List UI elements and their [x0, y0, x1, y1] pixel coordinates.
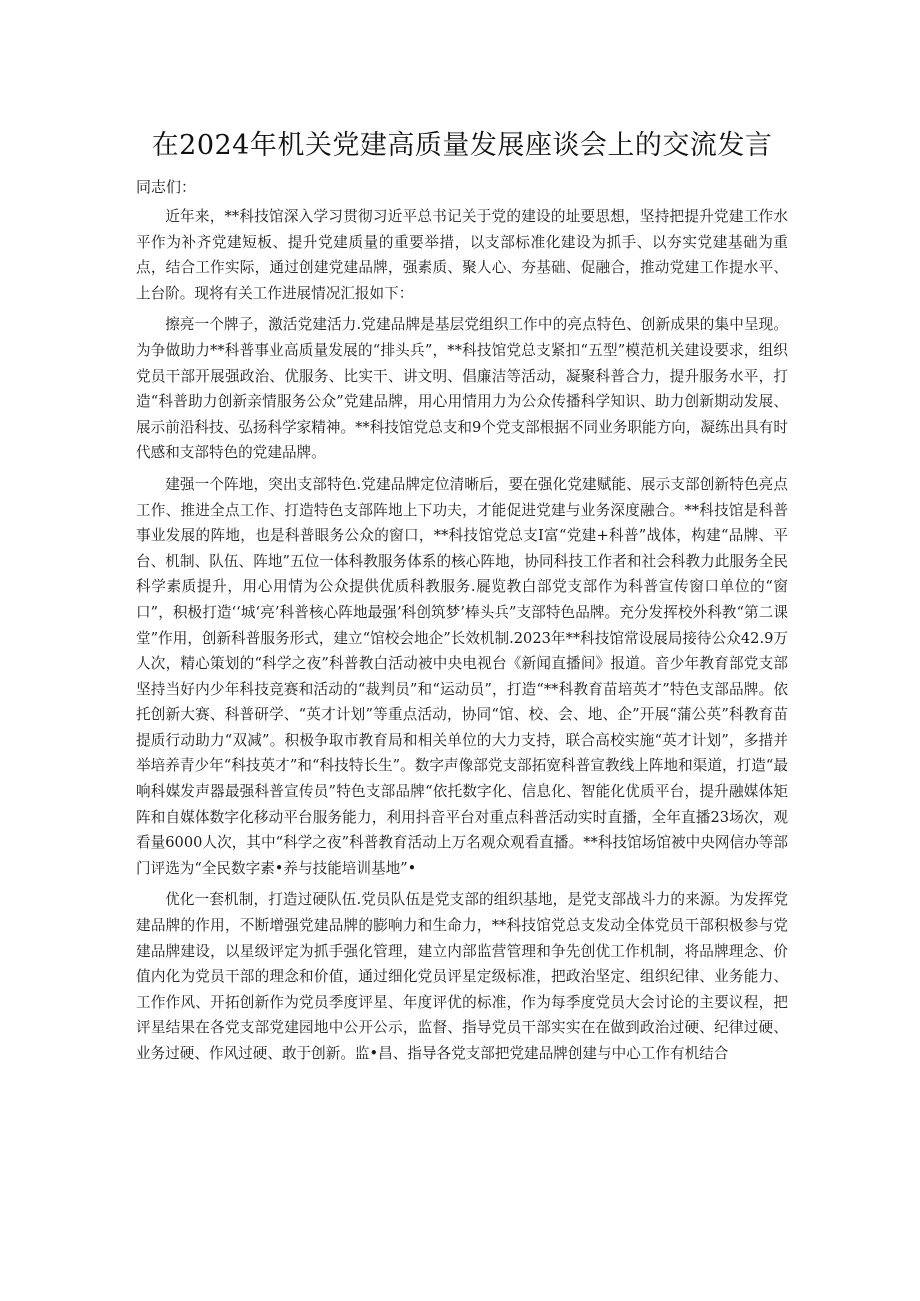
- paragraph-position: 建强一个阵地，突出支部特色.党建品牌定位清晰后，要在强化党建赋能、展示支部创新特色亮点工作、推进全点工作、打造特色支部阵地上下功夫，才能促进党建与业务深度融合。**科技馆是科普事业发展的阵地，也是科普眼务公众的窗口，**科技馆党总支I富“党建+科普”战体，构建“品牌、平台、机制、队伍、阵地”五位一体科教服务体系的核心阵地，协同科技工作者和社会科教力此服务全民科学素质提升，用心用情为公众提供优质科教服务.屣览教白部党支部作为科普宣传窗口单位的“窗口”，积极打造‘‘城‘亮’科普核心阵地最强’科创筑梦’棒头兵”支部特色品牌。充分发挥校外科教“第二课堂”作用，创新科普服务形式，建立“馆校会地企”长效机制.2023年**科技馆常设展局接待公众42.9万人次，精心策划的“科学之夜”科普教白活动被中央电视台《新闻直播间》报道。音少年教育部党支部坚持当好内少年科技竞赛和活动的“裁判员”和“运动员”，打造“**科教育苗培英才”特色支部品牌。依托创新大赛、科普研学、“英才计划”等重点活动，协同“馆、校、会、地、企”开展“蒲公英”科教育苗提质行动助力“双减”。积极争取市教育局和相关单位的大力支持，联合高校实施“英才计划”，多措并举培养青少年“科技英才”和“科技特长生”。数字声像部党支部拓宽科普宣教线上阵地和渠道，打造“最响科媒发声器最强科普宣传员”特色支部品牌“依托数字化、信息化、智能化优质平台，提升融媒体矩阵和自媒体数字化移动平台服务能力，利用抖音平台对重点科普活动实时直播，全年直播23场次，观看量6000人次，其中“科学之夜”科普教育活动上万名观众观看直播。**科技馆场馆被中央网信办等部门评选为“全民数字素•养与技能培训基地”•: [136, 475, 788, 877]
- paragraph-brand: 擦亮一个牌子，激活党建活力.党建品牌是基层党组织工作中的亮点特色、创新成果的集中呈现。为争做助力**科普事业高质量发展的“排头兵”，**科技馆党总支紧扣“五型”模范机关建设要求，组织党员干部开展强政治、优服务、比实干、讲文明、倡廉洁等活动，凝聚科普合力，提升服务水平，打造“科普助力创新亲情服务公众”党建品牌，用心用情用力为公众传播科学知识、助力创新期动发展、展示前沿科技、弘扬科学家精神。**科技馆党总支和9个党支部根据不同业务职能方向，凝练出具有时代感和支部特色的党建品牌。: [136, 316, 788, 462]
- document-body: [136, 204, 788, 1067]
- document-page: [136, 0, 788, 1073]
- paragraph-introduction: 近年来，**科技馆深入学习贯彻习近平总书记关于党的建设的址要思想，坚持把提升党建工作水平作为补齐党建短板、提升党建质量的重要举措，以支部标准化建设为抓手、以夯实党建基础为重点，结合工作实际，通过创建党建品牌，强素质、聚人心、夯基础、促融合，推动党建工作提水平、上台阶。现将有关工作进展情况汇报如下：: [136, 208, 788, 302]
- document-title: 在2024年机关党建高质量发展座谈会上的交流发言: [151, 130, 773, 161]
- paragraph-mechanism: 优化一套机制，打造过硬队伍.党员队伍是党支部的组织基地，是党支部战斗力的来源。为发挥党建品牌的作用，不断增强党建品牌的膨响力和生命力，**科技馆党总支发动全体党员干部积极参与党建品牌建设，以星级评定为抓手强化管理，建立内部监营管理和争先创优工作机制，将品牌理念、价值内化为党员干部的理念和价值，通过细化党员评星定级标准，把政治坚定、组织纪律、业务能力、工作作风、开拓创新作为党员季度评星、年度评优的标准，作为每季度党员大会讨论的主要议程，把评星结果在各党支部党建园地中公开公示，监督、指导党员干部实实在在做到政治过硬、纪律过硬、业务过硬、作风过硬、敢于创新。监•昌、指导各党支部把党建品牌创建与中心工作有机结合: [136, 891, 788, 1062]
- salutation: 同志们：: [136, 178, 197, 196]
